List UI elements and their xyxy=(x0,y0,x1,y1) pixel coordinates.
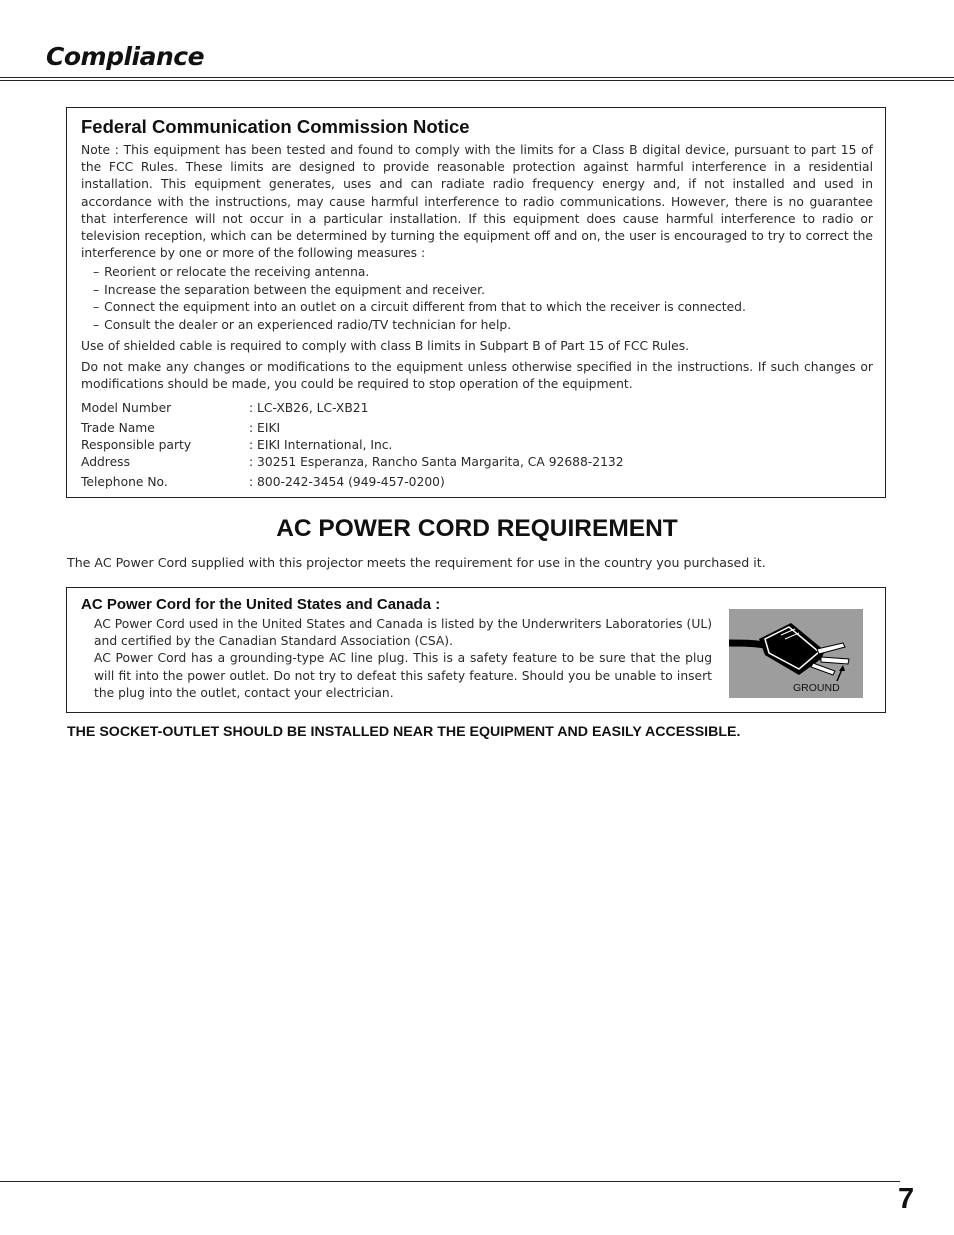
table-row xyxy=(81,400,873,417)
us-canada-heading: AC Power Cord for the United States and Canada : xyxy=(81,596,441,613)
table-row xyxy=(81,454,873,471)
list-item: – Consult the dealer or an experienced radio/TV technician for help. xyxy=(93,317,512,332)
ac-power-cord-heading: AC POWER CORD REQUIREMENT xyxy=(276,515,678,542)
list-dash: – xyxy=(93,300,100,315)
socket-outlet-note: THE SOCKET-OUTLET SHOULD BE INSTALLED NEAR THE EQUIPMENT AND EASILY ACCESSIBLE. xyxy=(67,724,741,740)
shielded-cable-text: Use of shielded cable is required to comply with class B limits in Subpart B of Part 15 of FCC Rules. xyxy=(81,339,690,354)
list-dash: – xyxy=(93,282,100,297)
table-row xyxy=(81,420,873,437)
grounded-plug-figure xyxy=(729,609,863,698)
page-number: 7 xyxy=(898,1183,915,1215)
us-canada-box xyxy=(66,587,886,713)
measures-list xyxy=(81,264,873,334)
footer-rule xyxy=(0,1181,900,1182)
info-value: : EIKI xyxy=(249,420,281,435)
info-value: : 30251 Esperanza, Rancho Santa Margarita, CA 92688-2132 xyxy=(249,455,624,470)
modifications-text: Do not make any changes or modifications to the equipment unless otherwise specified in the instructions. If such changes or modifications should be made, you could be required to stop operation of the equipment. xyxy=(81,360,873,392)
info-label: Responsible party xyxy=(81,437,192,452)
ac-intro-text: The AC Power Cord supplied with this projector meets the requirement for use in the country you purchased it. xyxy=(67,555,766,570)
info-label: Address xyxy=(81,455,130,470)
fcc-notice-content xyxy=(81,116,873,492)
list-dash: – xyxy=(93,317,100,332)
list-item: – Connect the equipment into an outlet on a circuit different from that to which the receiver is connected. xyxy=(93,300,746,315)
us-canada-text xyxy=(94,616,712,702)
info-label: Model Number xyxy=(81,400,172,415)
us-canada-para-1: AC Power Cord used in the United States and Canada is listed by the Underwriters Laboratories (UL) and certified by the Canadian Standard Association (CSA). xyxy=(94,617,712,649)
fcc-notice-box xyxy=(66,107,886,498)
table-row xyxy=(81,437,873,454)
info-value: : 800-242-3454 (949-457-0200) xyxy=(249,475,445,490)
page-title: Compliance xyxy=(46,42,205,71)
info-label: Telephone No. xyxy=(81,475,168,490)
info-value: : LC-XB26, LC-XB21 xyxy=(249,400,369,415)
list-dash: – xyxy=(93,265,100,280)
table-row xyxy=(81,474,873,491)
info-label: Trade Name xyxy=(81,420,155,435)
info-value: : EIKI International, Inc. xyxy=(249,437,393,452)
header-rule xyxy=(0,77,954,78)
list-item: – Reorient or relocate the receiving antenna. xyxy=(93,265,370,280)
product-info-table xyxy=(81,400,873,492)
fcc-note: Note : This equipment has been tested and found to comply with the limits for a Class B digital device, pursuant to part 15 of the FCC Rules. These limits are designed to provide reasonable protection against harmful interference in a residential installation. This equipment generates, uses and can radiate radio frequency energy and, if not installed and used in accordance with the instructions, may cause harmful interference to radio communications. However, there is no guarantee that interference will not occur in a particular installation. If this equipment does cause harmful interference to radio or television reception, which can be determined by turning the equipment off and on, the user is encouraged to try to correct the interference by one or more of the following measures : xyxy=(81,143,873,261)
header-rule xyxy=(0,80,954,81)
list-item: – Increase the separation between the equipment and receiver. xyxy=(93,282,486,297)
us-canada-para-2: AC Power Cord has a grounding-type AC line plug. This is a safety feature to be sure that the plug will fit into the power outlet. Do not try to defeat this safety feature. Should you be unable to insert the plug into the outlet, contact your electrician. xyxy=(94,651,712,700)
fcc-heading: Federal Communication Commission Notice xyxy=(81,116,470,137)
ground-label: GROUND xyxy=(793,682,840,694)
